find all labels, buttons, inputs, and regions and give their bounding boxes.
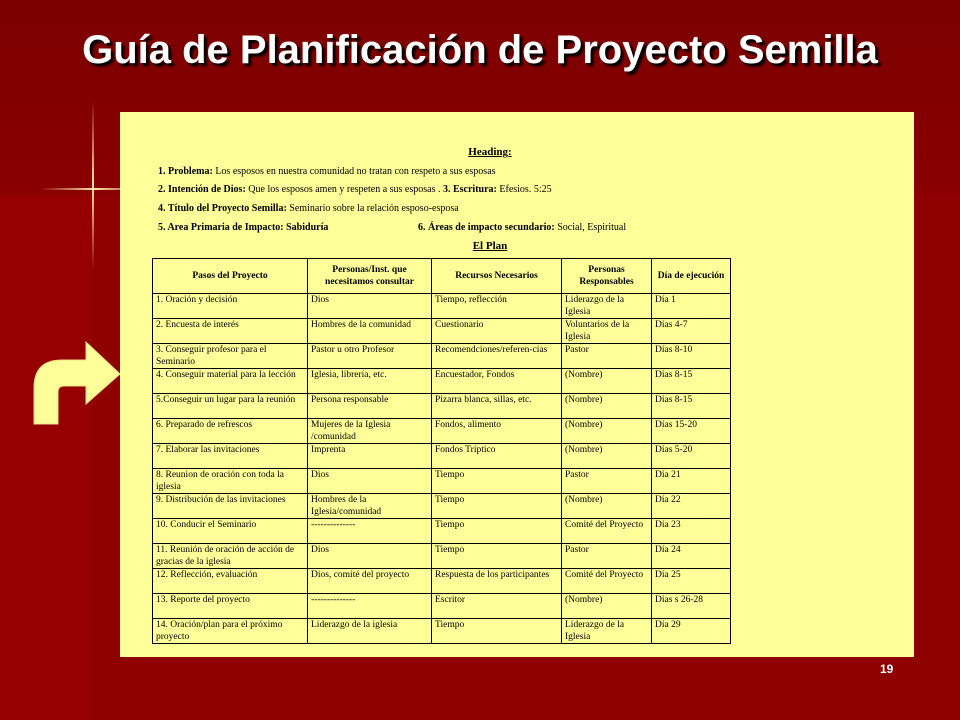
cell-personas: Dios (308, 544, 432, 569)
cell-recursos: Pizarra blanca, sillas, etc. (432, 394, 562, 419)
cell-responsables: (Nombre) (562, 594, 652, 619)
cell-personas: Dios (308, 294, 432, 319)
plan-document (120, 112, 914, 657)
table-row (153, 419, 731, 444)
cell-recursos: Cuestionario (432, 319, 562, 344)
cell-paso: 6. Preparado de refrescos (153, 419, 308, 444)
cell-recursos: Recomendciones/referen-cias (432, 344, 562, 369)
cell-paso: 14. Oración/plan para el próximo proyecto (153, 619, 308, 644)
cell-paso: 9. Distribución de las invitaciones (153, 494, 308, 519)
cell-recursos: Tiempo (432, 519, 562, 544)
cell-personas: -------------- (308, 594, 432, 619)
titulo-text: Seminario sobre la relación esposo-esposa (289, 203, 459, 214)
table-row (153, 369, 731, 394)
area-text: Sabiduría (286, 222, 329, 233)
cell-dia: Días s 26-28 (652, 594, 731, 619)
cell-dia: Días 15-20 (652, 419, 731, 444)
problema-line (158, 166, 496, 177)
cell-responsables: Comité del Proyecto (562, 569, 652, 594)
cell-personas: Liderazgo de la iglesia (308, 619, 432, 644)
cell-paso: 10. Conducir el Seminario (153, 519, 308, 544)
cell-responsables: (Nombre) (562, 394, 652, 419)
cell-dia: Día 29 (652, 619, 731, 644)
cell-responsables: (Nombre) (562, 419, 652, 444)
area-line (158, 222, 328, 233)
cell-responsables: Comité del Proyecto (562, 519, 652, 544)
table-row (153, 294, 731, 319)
table-row (153, 319, 731, 344)
cell-paso: 7. Elaborar las invitaciones (153, 444, 308, 469)
column-header-pasos: Pasos del Proyecto (153, 259, 308, 294)
table-header-row (153, 259, 731, 294)
cell-recursos: Fondos Tríptico (432, 444, 562, 469)
areas-sec-text: Áreas de impacto secundario: (428, 222, 555, 233)
cell-personas: Dios, comité del proyecto (308, 569, 432, 594)
document-heading: Heading: (468, 146, 512, 158)
column-header-personas: Personas/Inst. que necesitamos consultar (308, 259, 432, 294)
cell-dia: Día 24 (652, 544, 731, 569)
cell-responsables: (Nombre) (562, 369, 652, 394)
titulo-label: 4. Título del Proyecto Semilla: (158, 203, 287, 214)
table-row (153, 344, 731, 369)
titulo-line (158, 203, 459, 214)
areas-secundarias-line (418, 222, 626, 233)
cell-responsables: (Nombre) (562, 444, 652, 469)
cell-responsables: Liderazgo de la Iglesia (562, 294, 652, 319)
cell-dia: Días 5-20 (652, 444, 731, 469)
cell-dia: Días 4-7 (652, 319, 731, 344)
cell-recursos: Tiempo (432, 619, 562, 644)
intencion-line (158, 184, 552, 195)
table-row (153, 469, 731, 494)
cell-paso: 11. Reunión de oración de acción de gracias de la iglesia (153, 544, 308, 569)
cell-responsables: Pastor (562, 469, 652, 494)
plan-table (152, 258, 731, 644)
cell-dia: Día 21 (652, 469, 731, 494)
cell-personas: Iglesia, librería, etc. (308, 369, 432, 394)
cell-personas: Dios (308, 469, 432, 494)
cell-responsables: Liderazgo de la Iglesia (562, 619, 652, 644)
cell-dia: Día 25 (652, 569, 731, 594)
cell-dia: Días 8-15 (652, 394, 731, 419)
page-number: 19 (880, 662, 894, 676)
area-label: 5. Area Primaria de Impacto: (158, 222, 284, 233)
cell-paso: 8. Reunion de oración con toda la iglesia (153, 469, 308, 494)
cell-recursos: Respuesta de los participantes (432, 569, 562, 594)
table-row (153, 394, 731, 419)
cell-paso: 13. Reporte del proyecto (153, 594, 308, 619)
escritura-text: Efesios. 5:25 (499, 184, 552, 195)
table-row (153, 544, 731, 569)
cell-paso: 4. Conseguir material para la lección (153, 369, 308, 394)
table-row (153, 594, 731, 619)
cell-personas: -------------- (308, 519, 432, 544)
cell-paso: 12. Reflección, evaluación (153, 569, 308, 594)
cell-dia: Día 23 (652, 519, 731, 544)
escritura-label: 3. Escritura: (442, 184, 497, 195)
cell-personas: Mujeres de la Iglesia /comunidad (308, 419, 432, 444)
cell-responsables: Voluntarios de la Iglesia (562, 319, 652, 344)
table-row (153, 444, 731, 469)
cell-recursos: Tiempo (432, 469, 562, 494)
cell-personas: Imprenta (308, 444, 432, 469)
cell-personas: Persona responsable (308, 394, 432, 419)
cell-paso: 3. Conseguir profesor para el Seminario (153, 344, 308, 369)
problema-text: Los esposos en nuestra comunidad no tratan con respeto a sus esposas (215, 166, 496, 177)
cell-recursos: Tiempo (432, 544, 562, 569)
cell-personas: Pastor u otro Profesor (308, 344, 432, 369)
cell-paso: 2. Encuesta de interés (153, 319, 308, 344)
cell-dia: Días 8-15 (652, 369, 731, 394)
table-row (153, 519, 731, 544)
sparkle-decoration (92, 100, 94, 270)
cell-recursos: Tiempo, reflección (432, 294, 562, 319)
areas-sec-value: Social, Espiritual (557, 222, 627, 233)
cell-recursos: Tiempo (432, 494, 562, 519)
intencion-text: Que los esposos amen y respeten a sus esposas . (248, 184, 441, 195)
cell-dia: Días 8-10 (652, 344, 731, 369)
cell-paso: 1. Oración y decisión (153, 294, 308, 319)
intencion-label: 2. Intención de Dios: (158, 184, 246, 195)
table-row (153, 569, 731, 594)
cell-recursos: Fondos, alimento (432, 419, 562, 444)
cell-responsables: Pastor (562, 344, 652, 369)
cell-dia: Día 1 (652, 294, 731, 319)
table-row (153, 619, 731, 644)
table-body (153, 294, 731, 644)
slide-title: Guía de Planificación de Proyecto Semilla (82, 28, 878, 72)
problema-label: 1. Problema: (158, 166, 213, 177)
column-header-dia: Día de ejecución (652, 259, 731, 294)
areas-sec-label: 6. (418, 222, 426, 233)
column-header-recursos: Recursos Necesarios (432, 259, 562, 294)
cell-recursos: Escritor (432, 594, 562, 619)
table-row (153, 494, 731, 519)
cell-responsables: (Nombre) (562, 494, 652, 519)
cell-personas: Hombres de la Iglesia/comunidad (308, 494, 432, 519)
cell-responsables: Pastor (562, 544, 652, 569)
cell-personas: Hombres de la comunidad (308, 319, 432, 344)
curved-arrow-right-icon (28, 330, 124, 426)
cell-paso: 5.Conseguir un lugar para la reunión (153, 394, 308, 419)
cell-recursos: Encuestador, Fondos (432, 369, 562, 394)
column-header-responsables: Personas Responsables (562, 259, 652, 294)
cell-dia: Día 22 (652, 494, 731, 519)
plan-title: El Plan (472, 240, 508, 252)
